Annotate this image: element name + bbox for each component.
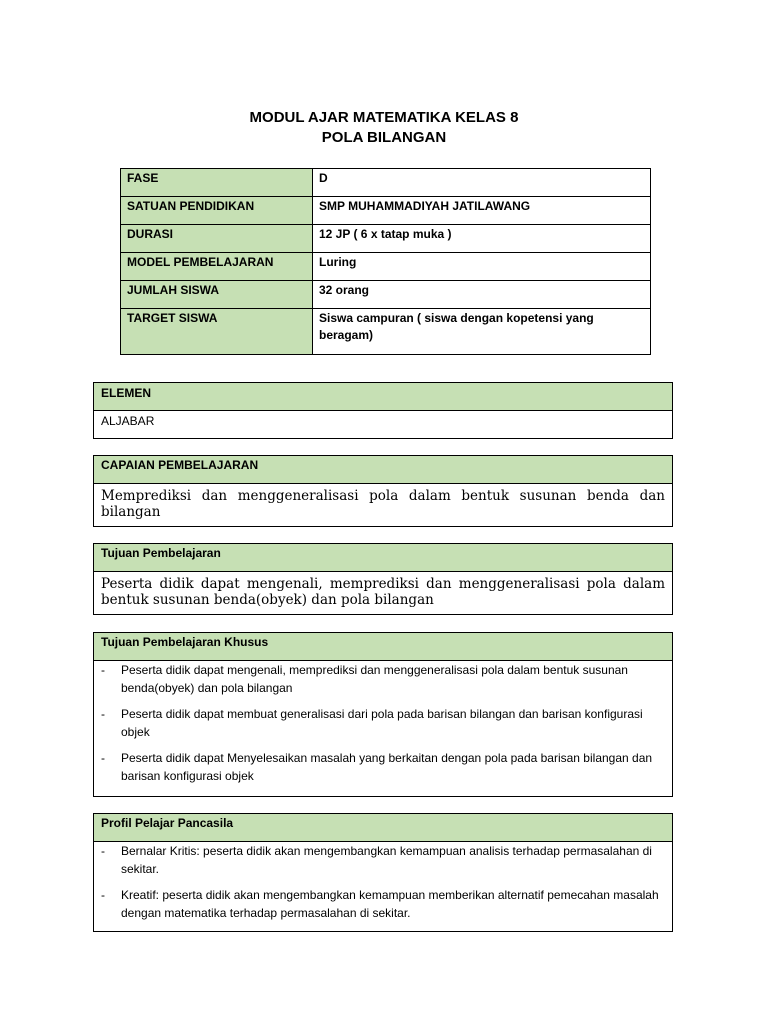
dash-bullet: - <box>101 751 105 765</box>
profil-list <box>101 843 665 922</box>
tujuan-khusus-section <box>93 632 673 797</box>
info-row-satuan-pendidikan <box>121 197 651 225</box>
tujuan-content: Peserta didik dapat mengenali, memprediksi dan menggeneralisasi pola dalam bentuk susunan benda(obyek) dan pola bilangan <box>101 576 665 608</box>
document-subtitle: POLA BILANGAN <box>321 129 447 146</box>
tujuan-heading: Tujuan Pembelajaran <box>94 544 672 572</box>
info-row-model-pembelajaran <box>121 253 651 281</box>
list-item-text: Peserta didik dapat membuat generalisasi dari pola pada barisan bilangan dan barisan konfigurasi objek <box>121 707 643 739</box>
info-label: DURASI <box>121 225 313 253</box>
list-item-text: Peserta didik dapat Menyelesaikan masalah yang berkaitan dengan pola pada barisan bilangan dan barisan konfigurasi objek <box>121 751 653 783</box>
tujuan-khusus-heading: Tujuan Pembelajaran Khusus <box>94 633 672 661</box>
info-label: TARGET SISWA <box>121 309 313 355</box>
info-value: D <box>313 169 651 197</box>
elemen-heading: ELEMEN <box>94 383 672 411</box>
tujuan-section <box>93 543 673 615</box>
elemen-content: ALJABAR <box>101 414 155 428</box>
dash-bullet: - <box>101 663 105 677</box>
capaian-section <box>93 455 673 527</box>
list-item-text: Kreatif: peserta didik akan mengembangkan kemampuan memberikan alternatif pemecahan masalah dengan matematika terhadap permasalahan di sekitar. <box>121 888 659 920</box>
tujuan-khusus-list <box>101 662 665 785</box>
document-title: MODUL AJAR MATEMATIKA KELAS 8 <box>249 109 519 126</box>
list-item-text: Bernalar Kritis: peserta didik akan mengembangkan kemampuan analisis terhadap permasalahan di sekitar. <box>121 844 652 876</box>
info-label: SATUAN PENDIDIKAN <box>121 197 313 225</box>
list-item-text: Peserta didik dapat mengenali, memprediksi dan menggeneralisasi pola dalam bentuk susunan benda(obyek) dan pola bilangan <box>121 663 628 695</box>
info-value: Siswa campuran ( siswa dengan kopetensi yang beragam) <box>313 309 651 355</box>
info-label: JUMLAH SISWA <box>121 281 313 309</box>
profil-heading: Profil Pelajar Pancasila <box>94 814 672 842</box>
info-label: FASE <box>121 169 313 197</box>
list-item <box>101 750 665 785</box>
capaian-content: Memprediksi dan menggeneralisasi pola dalam bentuk susunan benda dan bilangan <box>101 488 665 520</box>
info-row-jumlah-siswa <box>121 281 651 309</box>
dash-bullet: - <box>101 888 105 902</box>
info-value: Luring <box>313 253 651 281</box>
dash-bullet: - <box>101 844 105 858</box>
profil-section <box>93 813 673 932</box>
info-value: SMP MUHAMMADIYAH JATILAWANG <box>313 197 651 225</box>
info-row-target-siswa <box>121 309 651 355</box>
info-row-fase <box>121 169 651 197</box>
list-item <box>101 887 665 922</box>
list-item <box>101 706 665 741</box>
info-table <box>120 168 651 355</box>
elemen-section <box>93 382 673 439</box>
info-value: 12 JP ( 6 x tatap muka ) <box>313 225 651 253</box>
info-row-durasi <box>121 225 651 253</box>
capaian-heading: CAPAIAN PEMBELAJARAN <box>94 456 672 484</box>
info-label: MODEL PEMBELAJARAN <box>121 253 313 281</box>
list-item <box>101 843 665 878</box>
list-item <box>101 662 665 697</box>
info-value: 32 orang <box>313 281 651 309</box>
dash-bullet: - <box>101 707 105 721</box>
